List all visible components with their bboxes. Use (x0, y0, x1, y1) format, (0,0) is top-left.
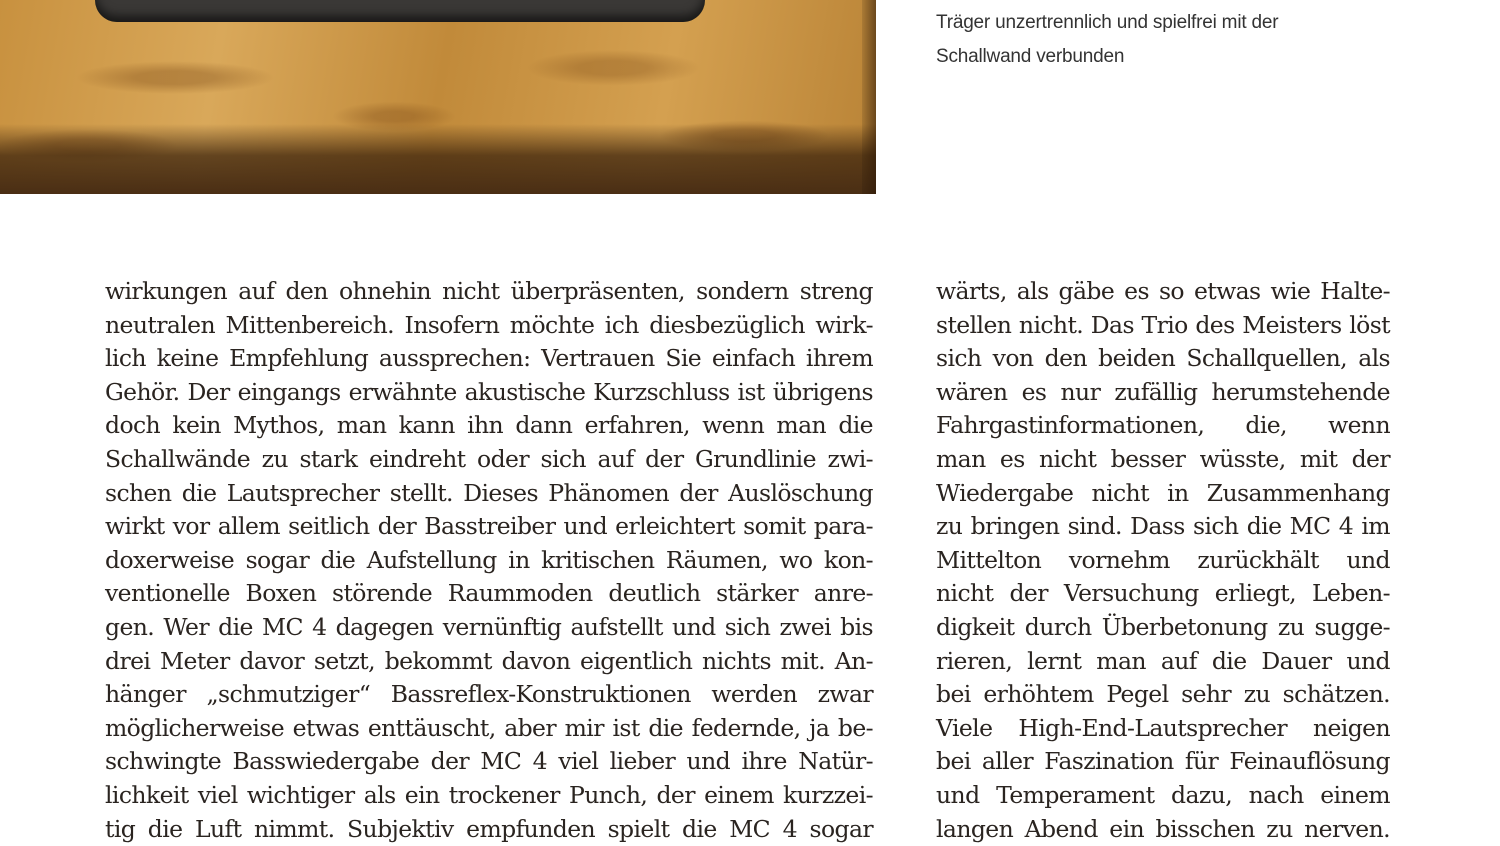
text-line: digkeit durch Überbetonung zu sugge- (936, 611, 1390, 645)
article-column-left (105, 275, 873, 846)
text-line: schen die Lautsprecher stellt. Dieses Phänomen der Auslöschung (105, 477, 873, 511)
text-line: lichkeit viel wichtiger als ein trockener Punch, der einem kurzzei- (105, 779, 873, 813)
text-line: bei aller Faszination für Feinauflösung (936, 745, 1390, 779)
caption-line: Träger unzertrennlich und spielfrei mit der (936, 6, 1476, 40)
photo-shadow (0, 124, 876, 194)
text-line: stellen nicht. Das Trio des Meisters löst (936, 309, 1390, 343)
text-line: sich von den beiden Schallquellen, als (936, 342, 1390, 376)
text-line: Schallwände zu stark eindreht oder sich auf der Grundlinie zwi- (105, 443, 873, 477)
text-line: neutralen Mittenbereich. Insofern möchte ich diesbezüglich wirk- (105, 309, 873, 343)
text-line: und Temperament dazu, nach einem (936, 779, 1390, 813)
text-line: Wiedergabe nicht in Zusammenhang (936, 477, 1390, 511)
photo-caption (936, 6, 1476, 74)
speaker-photo (0, 0, 876, 194)
text-line: bei erhöhtem Pegel sehr zu schätzen. (936, 678, 1390, 712)
text-line: lich keine Empfehlung aussprechen: Vertrauen Sie einfach ihrem (105, 342, 873, 376)
text-line: schwingte Basswiedergabe der MC 4 viel lieber und ihre Natür- (105, 745, 873, 779)
text-line: drei Meter davor setzt, bekommt davon eigentlich nichts mit. An- (105, 645, 873, 679)
text-line: Gehör. Der eingangs erwähnte akustische Kurzschluss ist übrigens (105, 376, 873, 410)
text-line: gen. Wer die MC 4 dagegen vernünftig aufstellt und sich zwei bis (105, 611, 873, 645)
caption-line: Schallwand verbunden (936, 40, 1476, 74)
text-line: wirkt vor allem seitlich der Basstreiber und erleichtert somit para- (105, 510, 873, 544)
text-line: Fahrgastinformationen, die, wenn (936, 409, 1390, 443)
text-line: Viele High-End-Lautsprecher neigen (936, 712, 1390, 746)
text-line: zu bringen sind. Dass sich die MC 4 im (936, 510, 1390, 544)
speaker-grille (95, 0, 705, 22)
text-line: doch kein Mythos, man kann ihn dann erfahren, wenn man die (105, 409, 873, 443)
text-line: ventionelle Boxen störende Raummoden deutlich stärker anre- (105, 577, 873, 611)
text-line: langen Abend ein bisschen zu nerven. (936, 813, 1390, 846)
text-line: wären es nur zufällig herumstehende (936, 376, 1390, 410)
text-line: nicht der Versuchung erliegt, Leben- (936, 577, 1390, 611)
text-line: hänger „schmutziger“ Bassreflex-Konstruktionen werden zwar (105, 678, 873, 712)
text-line: rieren, lernt man auf die Dauer und (936, 645, 1390, 679)
text-line: tig die Luft nimmt. Subjektiv empfunden spielt die MC 4 sogar (105, 813, 873, 846)
article-column-right (936, 275, 1390, 846)
text-line: man es nicht besser wüsste, mit der (936, 443, 1390, 477)
text-line: Mittelton vornehm zurückhält und (936, 544, 1390, 578)
text-line: wirkungen auf den ohnehin nicht überpräsenten, sondern streng (105, 275, 873, 309)
photo-edge (862, 0, 876, 194)
text-line: doxerweise sogar die Aufstellung in kritischen Räumen, wo kon- (105, 544, 873, 578)
text-line: wärts, als gäbe es so etwas wie Halte- (936, 275, 1390, 309)
text-line: möglicherweise etwas enttäuscht, aber mir ist die federnde, ja be- (105, 712, 873, 746)
